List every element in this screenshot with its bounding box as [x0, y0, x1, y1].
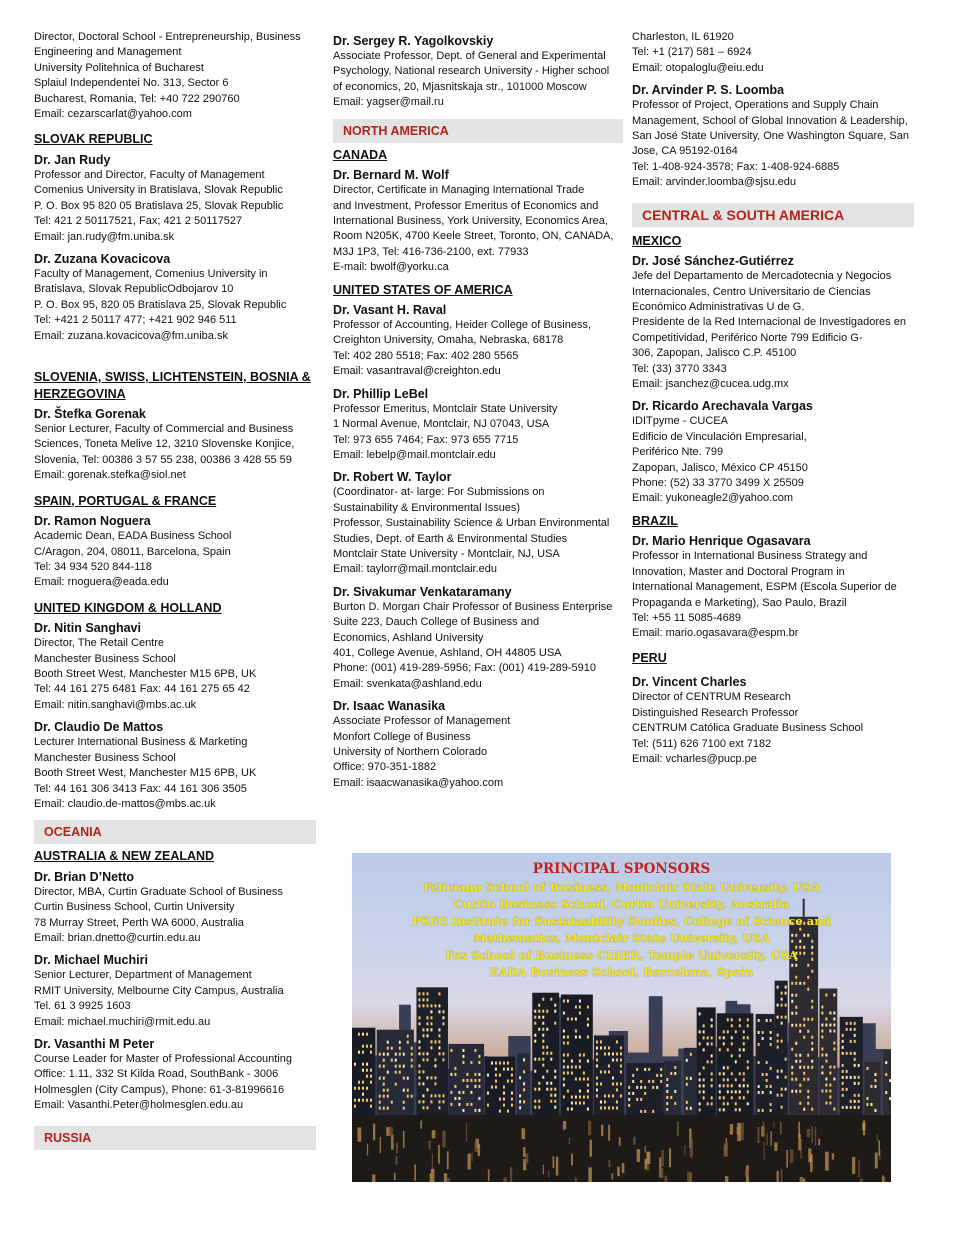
contact-line: Associate Professor of Management: [333, 715, 511, 728]
contact-name: Dr. Claudio De Mattos: [34, 720, 164, 735]
contact-line: Professor Emeritus, Montclair State University: [333, 402, 558, 415]
country-heading-spain: SPAIN, PORTUGAL & FRANCE: [34, 493, 217, 508]
contact-entry: [34, 30, 316, 122]
contact-email: Email: nitin.sanghavi@mbs.ac.uk: [34, 698, 197, 711]
contact-email: Email: Vasanthi.Peter@holmesglen.edu.au: [34, 1099, 244, 1112]
country-heading-uk: UNITED KINGDOM & HOLLAND: [34, 600, 222, 615]
contact-line: Creighton University, Omaha, Nebraska, 68178: [333, 334, 564, 347]
contact-entry: [34, 952, 316, 1030]
contact-line: of economics, 20, Mjasnitskaja str., 101000 Moscow: [333, 80, 587, 93]
contact-line: Office: 1.11, 332 St Kilda Road, SouthBank - 3006: [34, 1068, 279, 1081]
country-heading-slovenia: SLOVENIA, SWISS, LICHTENSTEIN, BOSNIA & HERZEGOVINA: [34, 370, 311, 401]
contact-email: Email: jsanchez@cucea.udg.mx: [632, 378, 789, 390]
contact-line: 306, Zapopan, Jalisco C.P. 45100: [632, 347, 797, 360]
contact-line: Innovation, Master and Doctoral Program in: [632, 565, 845, 578]
contact-entry: [632, 533, 932, 641]
contact-line: Internacionales, Centro Universitario de Ciencias: [632, 285, 871, 298]
contact-line: Tel: +421 2 50117 477; +421 902 946 511: [34, 314, 237, 327]
contact-email: Email: otopaloglu@eiu.edu: [632, 61, 764, 74]
contact-line: Tel: (33) 3770 3343: [632, 362, 727, 375]
contact-email: Email: gorenak.stefka@siol.net: [34, 469, 186, 482]
country-heading-slovak: SLOVAK REPUBLIC: [34, 132, 153, 147]
contact-email: Email: michael.muchiri@rmit.edu.au: [34, 1015, 211, 1028]
contact-line: 1 Normal Avenue, Montclair, NJ 07043, USA: [333, 418, 550, 431]
contact-line: Course Leader for Master of Professional Accounting: [34, 1053, 293, 1066]
contact-line: RMIT University, Melbourne City Campus, Australia: [34, 984, 284, 997]
contact-line: IDITpyme - CUCEA: [632, 415, 728, 428]
contact-line: Tel: 34 934 520 844-118: [34, 560, 152, 573]
column-right: [632, 30, 932, 773]
contact-line: Tel: 402 280 5518; Fax: 402 280 5565: [333, 349, 519, 362]
contact-line: Competitividad, Periférico Norte 799 Edificio G-: [632, 331, 863, 344]
country-heading-canada: CANADA: [333, 147, 388, 162]
sponsor-line: Fox School of Business CIBER, Temple University, USA: [445, 948, 798, 962]
contact-entry: [34, 513, 316, 591]
contact-entry: [632, 398, 932, 506]
contact-line: Director, The Retail Centre: [34, 637, 165, 650]
contact-name: Dr. Mario Henrique Ogasavara: [632, 534, 811, 549]
contact-line: Director of CENTRUM Research: [632, 691, 791, 704]
contact-line: Tel. 61 3 9925 1603: [34, 1000, 131, 1013]
contact-line: Slovenia, Tel: 00386 3 57 55 238, 00386 3 428 55 59: [34, 453, 292, 466]
region-banner-oceania: OCEANIA: [34, 820, 316, 844]
contact-name: Dr. Bernard M. Wolf: [333, 168, 449, 183]
contact-line: M3J 1P3, Tel: 416-736-2100, ext. 77933: [333, 245, 529, 258]
sponsor-line: EADA Business School, Barcelona, Spain: [489, 965, 754, 979]
contact-entry: [632, 674, 932, 767]
contact-line: Sustainability & Environmental Issues): [333, 501, 521, 514]
contact-line: Studies, Dept. of Earth & Environmental Studies: [333, 532, 568, 545]
country-heading-mexico: MEXICO: [632, 233, 682, 248]
contact-line: Distinguished Research Professor: [632, 706, 799, 719]
contact-email: Email: vcharles@pucp.pe: [632, 752, 757, 765]
contact-line: Tel: +55 11 5085-4689: [632, 611, 741, 624]
country-heading-peru: PERU: [632, 650, 667, 665]
contact-email: Email: cezarscarlat@yahoo.com: [34, 108, 192, 121]
contact-line: Zapopan, Jalisco, México CP 45150: [632, 461, 808, 474]
contact-line: Tel: (511) 626 7100 ext 7182: [632, 737, 772, 750]
contact-line: University Politehnica of Bucharest: [34, 61, 204, 74]
contact-line: International Management, ESPM (Escola Superior de: [632, 581, 897, 594]
region-banner-north-america: NORTH AMERICA: [333, 119, 623, 143]
contact-line: Booth Street West, Manchester M15 6PB, UK: [34, 767, 257, 780]
contact-name: Dr. Phillip LeBel: [333, 386, 429, 401]
contact-line: Tel: +1 (217) 581 – 6924: [632, 46, 752, 59]
contact-entry: [632, 30, 932, 76]
contact-line: Tel: 421 2 50117521, Fax; 421 2 50117527: [34, 215, 243, 228]
contact-line: Engineering and Management: [34, 46, 182, 59]
contact-entry: [333, 386, 623, 464]
contact-email: Email: zuzana.kovacicova@fm.uniba.sk: [34, 329, 228, 342]
contact-line: Booth Street West, Manchester M15 6PB, UK: [34, 668, 257, 681]
contact-entry: [333, 469, 623, 577]
contact-line: Senior Lecturer, Department of Management: [34, 969, 252, 982]
contact-name: Dr. Ricardo Arechavala Vargas: [632, 399, 813, 414]
contact-line: Associate Professor, Dept. of General and Experimental: [333, 50, 606, 62]
contact-entry: [34, 719, 316, 812]
contact-line: Comenius University in Bratislava, Slovak Republic: [34, 184, 283, 197]
contact-line: Tel: 1-408-924-3578; Fax: 1-408-924-6885: [632, 160, 840, 173]
contact-line: 78 Murray Street, Perth WA 6000, Australia: [34, 916, 244, 929]
contact-line: Senior Lecturer, Faculty of Commercial and Business: [34, 423, 294, 435]
contact-line: Splaiul Independentei No. 313, Sector 6: [34, 77, 229, 90]
contact-line: University of Northern Colorado: [333, 746, 488, 758]
contact-entry: [333, 302, 623, 380]
contact-line: Montclair State University - Montclair, NJ, USA: [333, 547, 560, 560]
contact-entry: [34, 406, 316, 484]
country-heading-brazil: BRAZIL: [632, 513, 678, 528]
contact-line: Professor of Project, Operations and Supply Chain: [632, 99, 879, 112]
contact-email: Email: mario.ogasavara@espm.br: [632, 627, 799, 640]
contact-name: Dr. Vincent Charles: [632, 675, 747, 690]
contact-name: Dr. Nitin Sanghavi: [34, 621, 141, 636]
contact-name: Dr. Isaac Wanasika: [333, 699, 446, 714]
contact-entry: [333, 33, 623, 111]
sponsor-line: Mathematics, Montclair State University, USA: [473, 931, 770, 945]
contact-name: Dr. Jan Rudy: [34, 152, 111, 167]
column-middle: [333, 30, 623, 797]
contact-entry: [333, 698, 623, 791]
contact-line: C/Aragon, 204, 08011, Barcelona, Spain: [34, 545, 231, 558]
contact-line: Professor and Director, Faculty of Management: [34, 168, 265, 181]
contact-name: Dr. Brian D’Netto: [34, 869, 135, 884]
contact-line: Phone: (001) 419-289-5956; Fax: (001) 419-289-5910: [333, 662, 596, 675]
contact-name: Dr. Ramon Noguera: [34, 514, 151, 529]
contact-name: Dr. Vasant H. Raval: [333, 303, 447, 318]
contact-line: Professor of Accounting, Heider College of Business,: [333, 319, 592, 332]
contact-line: Phone: (52) 33 3770 3499 X 25509: [632, 477, 804, 490]
contact-line: Tel: 44 161 275 6481 Fax: 44 161 275 65 42: [34, 683, 250, 696]
contact-line: Holmesglen (City Campus), Phone: 61-3-81996616: [34, 1083, 285, 1096]
contact-line: Economics, Ashland University: [333, 631, 484, 644]
contact-line: Director, Certificate in Managing International Trade: [333, 184, 585, 197]
contact-entry: [632, 82, 932, 190]
contact-line: P. O. Box 95 820 05 Bratislava 25, Slovak Republic: [34, 199, 284, 212]
contact-entry: [34, 869, 316, 947]
sponsor-line: Curtin Business School, Curtin University, Australia: [453, 897, 790, 911]
sponsor-line: PSEG Institute for Sustainability Studies, College of Science and: [412, 914, 831, 928]
contact-name: Dr. Zuzana Kovacicova: [34, 251, 171, 266]
contact-line: and Investment, Professor Emeritus of Economics and: [333, 199, 599, 212]
contact-line: Económico Administrativas U de G.: [632, 300, 805, 313]
contact-entry: [34, 1036, 316, 1114]
contact-email: Email: jan.rudy@fm.uniba.sk: [34, 230, 175, 243]
contact-name: Dr. Arvinder P. S. Loomba: [632, 83, 785, 98]
contact-name: Dr. Vasanthi M Peter: [34, 1037, 155, 1052]
country-heading-usa: UNITED STATES OF AMERICA: [333, 282, 513, 297]
contact-email: Email: yukoneagle2@yahoo.com: [632, 492, 793, 505]
contact-line: Office: 970-351-1882: [333, 761, 437, 774]
contact-line: Bratislava, Slovak RepublicOdbojarov 10: [34, 283, 234, 296]
contact-line: Psychology, National research University - Higher school: [333, 65, 610, 78]
contact-line: Tel: 973 655 7464; Fax: 973 655 7715: [333, 433, 519, 446]
contact-entry: [632, 253, 932, 392]
contact-line: Room N205K, 4700 Keele Street, Toronto, ON, CANADA,: [333, 230, 614, 243]
sponsors-panel: [352, 853, 891, 1182]
contact-name: Dr. Sivakumar Venkataramany: [333, 584, 512, 599]
contact-email: E-mail: bwolf@yorku.ca: [333, 261, 449, 274]
contact-line: Director, Doctoral School - Entrepreneurship, Business: [34, 31, 301, 43]
contact-line: Management, School of Global Innovation & Leadership,: [632, 114, 908, 127]
contact-email: Email: vasantraval@creighton.edu: [333, 365, 501, 378]
contact-email: Email: rnoguera@eada.edu: [34, 576, 169, 589]
contact-line: Manchester Business School: [34, 652, 176, 665]
region-banner-russia: RUSSIA: [34, 1126, 316, 1150]
contact-line: Charleston, IL 61920: [632, 31, 734, 43]
contact-entry: [34, 251, 316, 344]
contact-line: Monfort College of Business: [333, 730, 471, 743]
contact-line: Jose, CA 95192-0164: [632, 145, 738, 158]
contact-entry: [333, 167, 623, 275]
region-banner-central-south-america: CENTRAL & SOUTH AMERICA: [632, 203, 914, 227]
contact-name: Dr. Štefka Gorenak: [34, 407, 146, 421]
contact-name: Dr. Sergey R. Yagolkovskiy: [333, 34, 494, 48]
contact-email: Email: claudio.de-mattos@mbs.ac.uk: [34, 797, 216, 810]
contact-email: Email: taylorr@mail.montclair.edu: [333, 563, 497, 576]
contact-email: Email: arvinder.loomba@sjsu.edu: [632, 176, 797, 189]
sponsors-text: [352, 861, 891, 981]
contact-email: Email: lebelp@mail.montclair.edu: [333, 448, 496, 461]
contact-line: International Business, York University, Economics Area,: [333, 214, 608, 227]
contact-name: Dr. José Sánchez-Gutiérrez: [632, 254, 794, 269]
contact-line: Suite 223, Dauch College of Business and: [333, 616, 540, 629]
contact-line: Bucharest, Romania, Tel: +40 722 290760: [34, 92, 240, 105]
contact-line: Sciences, Toneta Melive 12, 3210 Slovenske Konjice,: [34, 438, 295, 451]
contact-line: Lecturer International Business & Marketing: [34, 736, 248, 749]
contact-line: San José State University, One Washington Square, San: [632, 130, 909, 143]
contact-line: (Coordinator- at- large: For Submissions on: [333, 486, 545, 499]
country-heading-australia: AUSTRALIA & NEW ZEALAND: [34, 849, 215, 864]
contact-entry: [34, 620, 316, 713]
contact-entry: [333, 584, 623, 692]
contact-line: Edificio de Vinculación Empresarial,: [632, 430, 807, 443]
contact-line: Presidente de la Red Internacional de Investigadores en: [632, 316, 906, 329]
contact-line: Periférico Nte. 799: [632, 446, 724, 459]
contact-line: Jefe del Departamento de Mercadotecnia y Negocios: [632, 270, 892, 283]
contact-line: Manchester Business School: [34, 751, 176, 764]
contact-name: Dr. Michael Muchiri: [34, 953, 148, 968]
contact-line: Tel: 44 161 306 3413 Fax: 44 161 306 3505: [34, 782, 247, 795]
contact-line: Professor, Sustainability Science & Urban Environmental: [333, 517, 610, 530]
contact-email: Email: brian.dnetto@curtin.edu.au: [34, 932, 201, 945]
contact-line: Curtin Business School, Curtin University: [34, 901, 235, 914]
contact-line: Professor in International Business Strategy and: [632, 550, 868, 563]
contact-entry: [34, 152, 316, 245]
contact-line: Academic Dean, EADA Business School: [34, 530, 232, 543]
contact-line: Faculty of Management, Comenius University in: [34, 267, 268, 280]
contact-line: Director, MBA, Curtin Graduate School of Business: [34, 885, 283, 898]
sponsors-title: PRINCIPAL SPONSORS: [532, 861, 711, 877]
contact-line: 401, College Avenue, Ashland, OH 44805 USA: [333, 646, 562, 659]
contact-email: Email: yagser@mail.ru: [333, 96, 444, 109]
sponsor-line: Feliciano School of Business, Montclair State University, USA: [423, 880, 820, 894]
contact-name: Dr. Robert W. Taylor: [333, 470, 452, 485]
contact-line: Burton D. Morgan Chair Professor of Business Enterprise: [333, 600, 613, 613]
contact-email: Email: svenkata@ashland.edu: [333, 677, 482, 690]
contact-line: P. O. Box 95, 820 05 Bratislava 25, Slovak Republic: [34, 298, 287, 311]
contact-line: CENTRUM Católica Graduate Business School: [632, 722, 864, 735]
contact-line: Propaganda e Marketing), Sao Paulo, Brazil: [632, 596, 847, 609]
contact-email: Email: isaacwanasika@yahoo.com: [333, 776, 504, 789]
column-left: [34, 30, 316, 1154]
